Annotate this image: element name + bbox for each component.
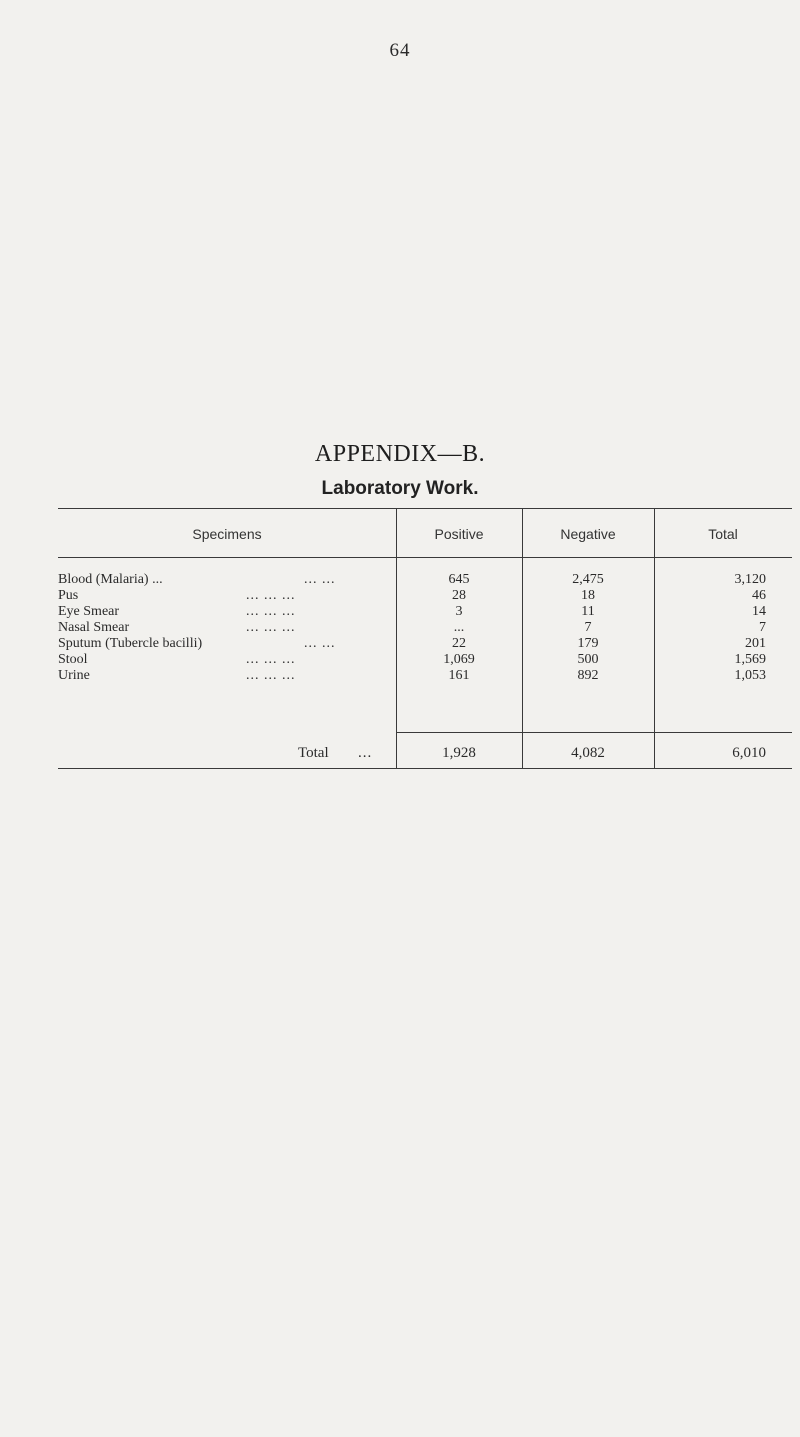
totals-label: Total	[298, 745, 329, 761]
cell-positive: 3	[455, 604, 463, 619]
table-row	[58, 652, 792, 667]
row-label: Eye Smear	[58, 604, 120, 619]
row-label: Stool	[58, 652, 88, 667]
cell-total: 201	[745, 636, 766, 651]
table-bottom-rule	[58, 768, 792, 769]
cell-total: 3,120	[734, 572, 766, 587]
total-negative: 4,082	[571, 745, 605, 761]
cell-total: 46	[752, 588, 766, 603]
row-label: Nasal Smear	[58, 620, 130, 635]
table-row	[58, 604, 792, 619]
header-total: Total	[708, 526, 738, 542]
table-row	[58, 588, 792, 603]
table-top-rule	[58, 508, 792, 509]
header-negative: Negative	[560, 526, 616, 542]
cell-total: 14	[752, 604, 766, 619]
table-row	[58, 636, 792, 651]
cell-total: 7	[759, 620, 766, 635]
cell-total: 1,569	[734, 652, 766, 667]
header-specimens: Specimens	[192, 526, 262, 542]
leader-dots: ... ...	[304, 636, 336, 651]
table-row	[58, 668, 792, 683]
cell-negative: 500	[577, 652, 599, 667]
cell-negative: 7	[584, 620, 592, 635]
totals-row	[58, 746, 792, 761]
leader-dots: ... ... ...	[246, 620, 296, 635]
cell-positive: ...	[453, 620, 465, 635]
cell-negative: 179	[577, 636, 599, 651]
cell-total: 1,053	[734, 668, 766, 683]
leader-dots: ...	[358, 745, 373, 761]
cell-positive: 1,069	[443, 652, 475, 667]
cell-negative: 892	[577, 668, 599, 683]
leader-dots: ... ... ...	[246, 604, 296, 619]
header-positive: Positive	[434, 526, 484, 542]
total-grand: 6,010	[732, 745, 766, 761]
leader-dots: ... ... ...	[246, 668, 296, 683]
row-label: Urine	[58, 668, 90, 683]
body-bottom-rule	[396, 732, 792, 733]
leader-dots: ... ... ...	[246, 652, 296, 667]
laboratory-work-table	[58, 506, 792, 769]
cell-negative: 18	[581, 588, 595, 603]
cell-positive: 645	[448, 572, 470, 587]
cell-negative: 2,475	[572, 572, 604, 587]
table-row	[58, 620, 792, 635]
appendix-title: APPENDIX—B.	[314, 441, 486, 467]
table-row	[58, 572, 792, 587]
page-number: 64	[389, 40, 411, 61]
row-label: Sputum (Tubercle bacilli)	[58, 636, 203, 651]
cell-positive: 161	[448, 668, 470, 683]
row-label: Blood (Malaria) ...	[58, 572, 163, 587]
cell-negative: 11	[581, 604, 595, 619]
leader-dots: ... ... ...	[246, 588, 296, 603]
cell-positive: 22	[452, 636, 466, 651]
header-bottom-rule	[58, 557, 792, 558]
cell-positive: 28	[452, 588, 466, 603]
table-subtitle: Laboratory Work.	[321, 478, 479, 499]
total-positive: 1,928	[442, 745, 476, 761]
row-label: Pus	[58, 588, 79, 603]
leader-dots: ... ...	[304, 572, 336, 587]
